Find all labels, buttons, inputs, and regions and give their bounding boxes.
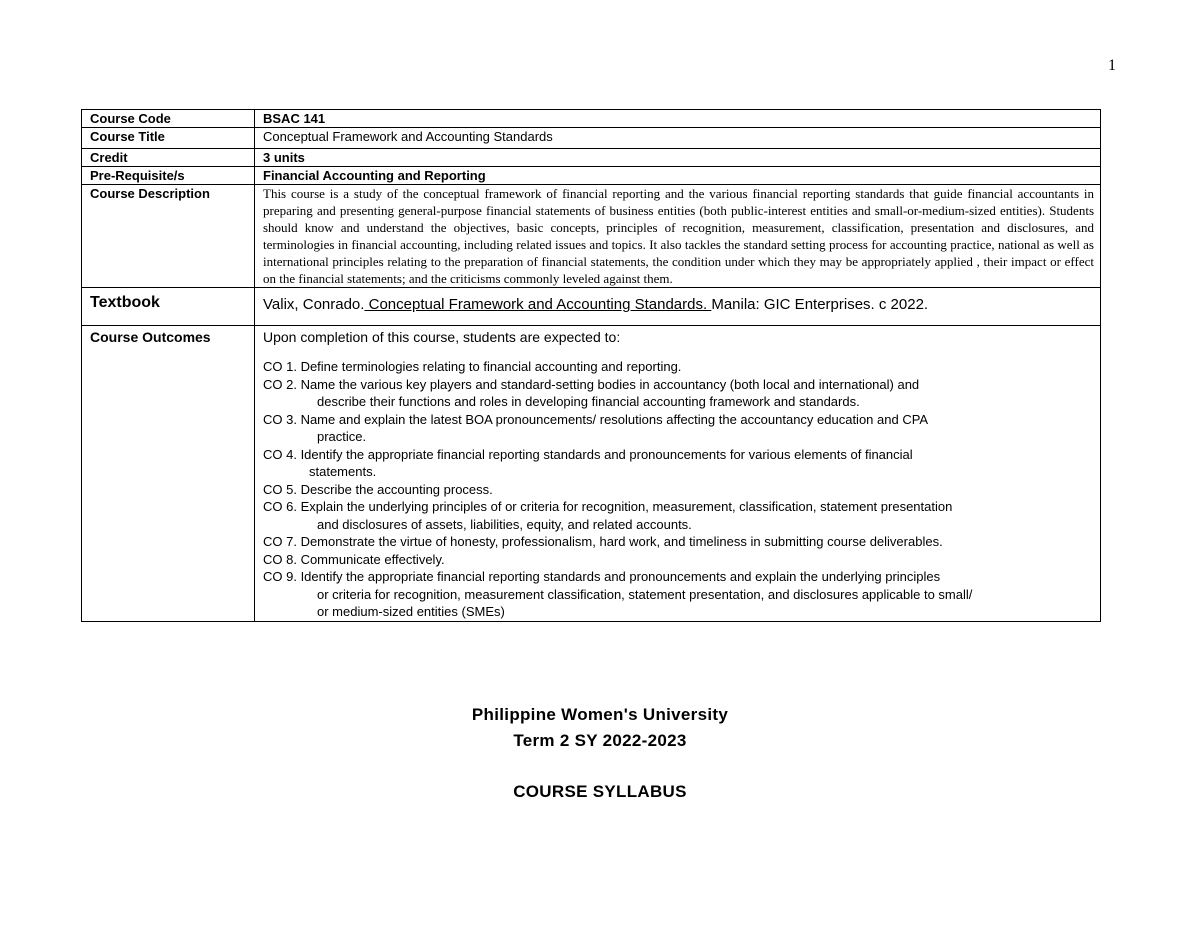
page-number: 1	[1108, 57, 1116, 74]
textbook-label: Textbook	[90, 294, 160, 311]
course-outcome-text: CO 6. Explain the underlying principles of or criteria for recognition, measurement, classification, statement presentation	[263, 499, 953, 514]
course-outcome-text: CO 1. Define terminologies relating to financial accounting and reporting.	[263, 359, 682, 374]
course-outcome-continuation: describe their functions and roles in developing financial accounting framework and standards.	[317, 394, 860, 409]
syllabus-title: COURSE SYLLABUS	[513, 782, 687, 801]
course-outcome-continuation: statements.	[309, 464, 377, 479]
course-outcome-text: CO 9. Identify the appropriate financial reporting standards and pronouncements and explain the underlying principles	[263, 569, 941, 584]
textbook-row	[82, 288, 1101, 326]
course-outcome-text: CO 7. Demonstrate the virtue of honesty, professionalism, hard work, and timeliness in submitting course deliverables.	[263, 534, 943, 549]
course-outcome-item	[263, 446, 1094, 481]
course-outcome-text: CO 4. Identify the appropriate financial reporting standards and pronouncements for various elements of financial	[263, 446, 913, 462]
course-outcomes-intro: Upon completion of this course, students are expected to:	[263, 329, 621, 345]
course-title-label: Course Title	[82, 128, 255, 149]
textbook-title: Conceptual Framework and Accounting Standards.	[364, 296, 712, 313]
course-outcome-continuation: or criteria for recognition, measurement classification, statement presentation, and disclosures applicable to small/	[317, 586, 973, 602]
course-outcome-item	[263, 411, 1094, 446]
course-outcome-item	[263, 376, 1094, 411]
course-code-row	[82, 110, 1101, 128]
course-outcome-text: CO 5. Describe the accounting process.	[263, 481, 493, 497]
course-code-value: BSAC 141	[255, 110, 1101, 128]
course-outcome-continuation: practice.	[317, 429, 367, 444]
course-outcome-item	[263, 358, 1094, 376]
course-outcome-item	[263, 498, 1094, 533]
term-label: Term 2 SY 2022-2023	[513, 731, 687, 750]
syllabus-table	[81, 109, 1101, 622]
textbook-author: Valix, Conrado.	[263, 296, 365, 313]
credit-label: Credit	[82, 149, 255, 167]
course-outcome-continuation: or medium-sized entities (SMEs)	[317, 604, 505, 619]
course-outcome-continuation: and disclosures of assets, liabilities, equity, and related accounts.	[317, 516, 692, 532]
course-description-label: Course Description	[82, 185, 255, 288]
course-outcome-text: CO 8. Communicate effectively.	[263, 551, 445, 567]
course-outcome-item	[263, 568, 1094, 621]
credit-row	[82, 149, 1101, 167]
course-outcomes-row	[82, 326, 1101, 622]
course-title-row	[82, 128, 1101, 149]
textbook-citation	[263, 288, 1094, 313]
course-outcome-item	[263, 551, 1094, 569]
course-description-row	[82, 185, 1101, 288]
course-outcome-text: CO 2. Name the various key players and standard-setting bodies in accountancy (both local and international) and	[263, 376, 920, 392]
course-code-label: Course Code	[82, 110, 255, 128]
course-description-text: This course is a study of the conceptual framework of financial reporting and the various financial reporting standards that guide financial accountants in preparing and presenting general-purpose financial statements of business entities (both public-interest entities and small-or-medium-sized entities). Students should know and understand the objectives, basic concepts, principles of recognition, measurement, classification, presentation and disclosures, and terminologies in financial accounting, including related issues and topics. It also tackles the standard setting process for accounting practice, national as well as international principles relating to the preparation of financial statements, the condition under which they may be appropriately applied , their impact or effect on the financial statements; and the criticisms commonly leveled against them.	[255, 185, 1101, 288]
course-outcome-text: CO 3. Name and explain the latest BOA pronouncements/ resolutions affecting the accountancy education and CPA	[263, 411, 929, 427]
textbook-publisher: Manila: GIC Enterprises. c 2022.	[711, 296, 929, 313]
prerequisite-row	[82, 167, 1101, 185]
course-title-value: Conceptual Framework and Accounting Standards	[255, 128, 1101, 149]
credit-value: 3 units	[255, 149, 1101, 167]
prerequisite-label: Pre-Requisite/s	[82, 167, 255, 185]
university-name: Philippine Women's University	[471, 705, 729, 724]
prerequisite-value: Financial Accounting and Reporting	[255, 167, 1101, 185]
course-outcome-item	[263, 533, 1094, 551]
course-outcomes-list	[263, 358, 1094, 621]
course-outcome-item	[263, 481, 1094, 499]
course-outcomes-label: Course Outcomes	[90, 329, 211, 345]
